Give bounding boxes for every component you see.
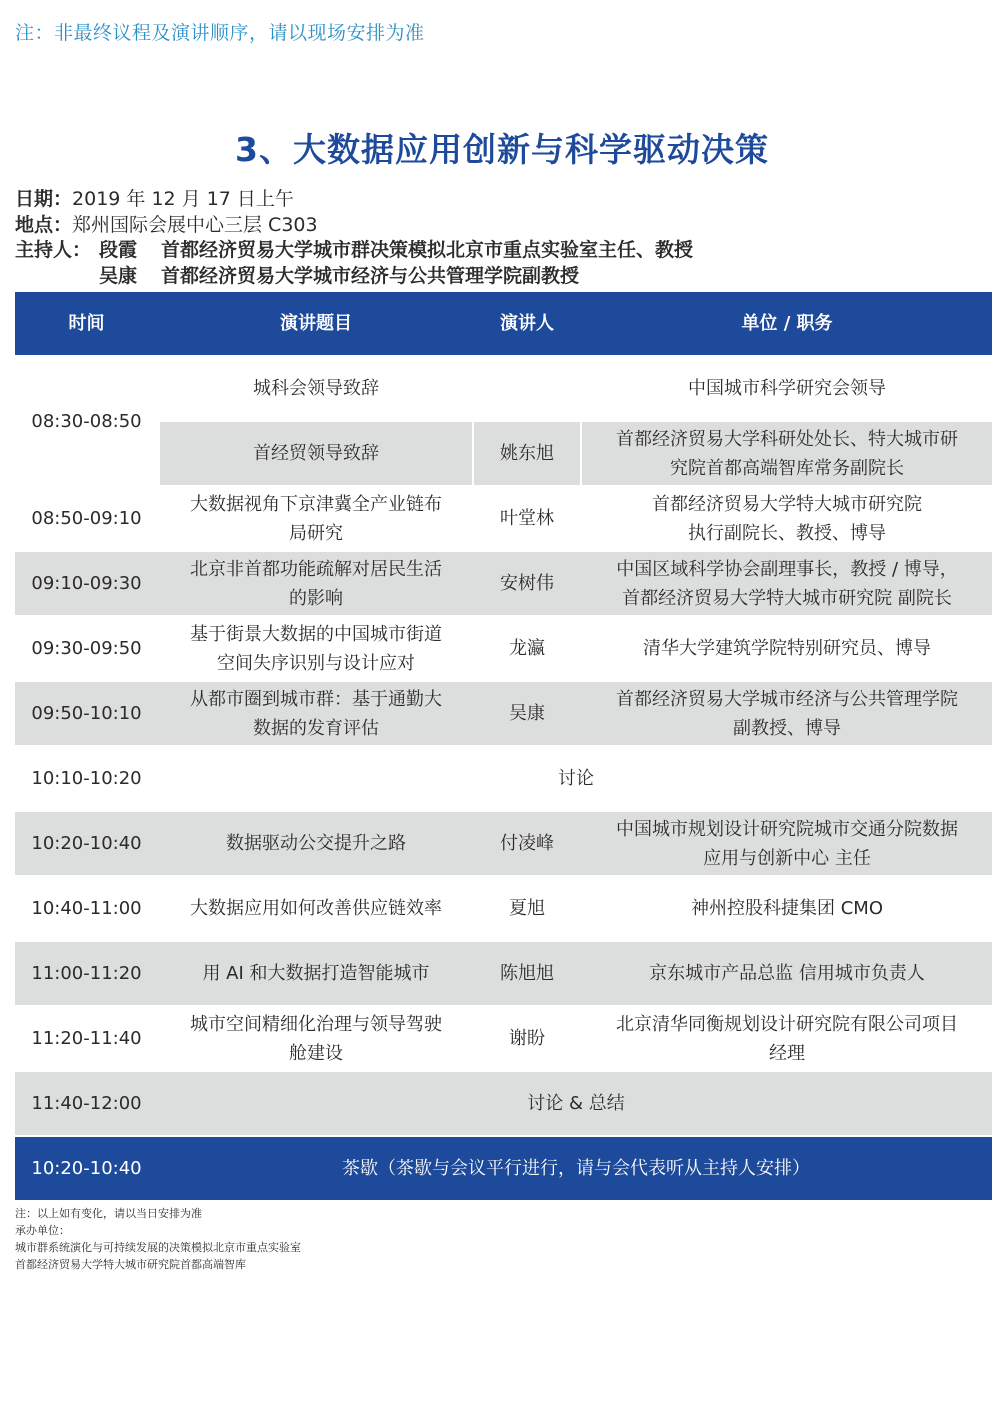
- discussion-cell: 讨论: [558, 768, 594, 789]
- table-row: [15, 617, 992, 680]
- table-row: [15, 1007, 992, 1070]
- table-row: [15, 1072, 992, 1135]
- org-cell: [582, 812, 992, 875]
- time-cell: 09:50-10:10: [31, 703, 142, 724]
- topic-cell: 城科会领导致辞: [253, 378, 379, 399]
- topic-cell: 首经贸领导致辞: [160, 422, 472, 485]
- org-cell: 神州控股科捷集团 CMO: [691, 898, 883, 919]
- table-row: [15, 357, 992, 420]
- table-row: [15, 747, 992, 810]
- org-cell: [582, 422, 992, 485]
- host-line-1: [15, 237, 693, 263]
- header-speaker: 演讲人: [500, 313, 554, 334]
- org-line-1: 中国区域科学协会副理事长，教授 / 博导，: [616, 558, 958, 580]
- topic-cell: 用 AI 和大数据打造智能城市: [202, 963, 430, 984]
- speaker-cell: 叶堂林: [500, 508, 554, 529]
- time-cell: 11:20-11:40: [31, 1028, 142, 1049]
- footnote-line-3: 城市群系统演化与可持续发展的决策模拟北京市重点实验室: [15, 1241, 301, 1254]
- speaker-cell: 吴康: [509, 703, 545, 724]
- topic-line-2: 局研究: [289, 522, 343, 544]
- table-header: [15, 292, 992, 355]
- org-cell: [582, 682, 992, 745]
- time-cell: 09:30-09:50: [31, 638, 142, 659]
- org-cell: 清华大学建筑学院特别研究员、博导: [643, 638, 931, 659]
- org-line-2: 副教授、博导: [733, 717, 841, 739]
- topic-cell: [160, 682, 472, 745]
- speaker-cell: 夏旭: [509, 898, 545, 919]
- topic-line-1: 北京非首都功能疏解对居民生活: [190, 558, 442, 580]
- table-row: [15, 487, 992, 550]
- topic-line-1: 城市空间精细化治理与领导驾驶: [190, 1013, 442, 1035]
- topic-line-2: 空间失序识别与设计应对: [217, 652, 415, 674]
- table-row: [15, 812, 992, 875]
- top-note: 注：非最终议程及演讲顺序，请以现场安排为准: [15, 22, 425, 44]
- header-topic: 演讲题目: [280, 313, 352, 334]
- footnote-line-4: 首都经济贸易大学特大城市研究院首都高端智库: [15, 1258, 246, 1271]
- time-cell: 10:40-11:00: [31, 898, 142, 919]
- host-label: 主持人：: [15, 239, 92, 261]
- time-cell: 10:20-10:40: [31, 1158, 142, 1179]
- tea-break-row: [15, 1137, 992, 1200]
- time-cell: 11:40-12:00: [31, 1093, 142, 1114]
- topic-cell: 大数据应用如何改善供应链效率: [190, 898, 442, 919]
- footnote-line-1: 注：以上如有变化，请以当日安排为准: [15, 1207, 202, 1220]
- org-line-2: 执行副院长、教授、博导: [688, 522, 886, 544]
- topic-cell: [160, 487, 472, 550]
- time-cell: 11:00-11:20: [31, 963, 142, 984]
- org-line-2: 首都经济贸易大学特大城市研究院 副院长: [622, 587, 952, 609]
- host-desc-2: 首都经济贸易大学城市经济与公共管理学院副教授: [161, 265, 580, 287]
- time-cell: 08:50-09:10: [31, 508, 142, 529]
- org-line-1: 中国城市规划设计研究院城市交通分院数据: [616, 818, 958, 840]
- discussion-cell: 讨论 & 总结: [527, 1093, 625, 1114]
- org-line-1: 北京清华同衡规划设计研究院有限公司项目: [616, 1013, 958, 1035]
- topic-cell: [160, 617, 472, 680]
- org-cell: [582, 552, 992, 615]
- org-line-2: 经理: [769, 1042, 805, 1064]
- date-value: 2019 年 12 月 17 日上午: [72, 188, 294, 210]
- speaker-cell: 安树伟: [500, 573, 554, 594]
- footnote-line-2: 承办单位：: [15, 1224, 70, 1237]
- topic-cell: 数据驱动公交提升之路: [226, 833, 406, 854]
- time-cell: 10:10-10:20: [31, 768, 142, 789]
- org-line-2: 究院首都高端智库常务副院长: [670, 457, 904, 479]
- table-row: [15, 877, 992, 940]
- place-label: 地点：: [15, 214, 73, 236]
- topic-line-1: 基于街景大数据的中国城市街道: [190, 623, 442, 645]
- org-line-1: 首都经济贸易大学特大城市研究院: [652, 493, 922, 515]
- org-line-1: 首都经济贸易大学城市经济与公共管理学院: [616, 688, 958, 710]
- speaker-cell: 姚东旭: [474, 422, 580, 485]
- host-name-2: 吴康: [99, 265, 138, 287]
- place-line: [15, 212, 318, 238]
- date-line: [15, 186, 294, 212]
- host-line-2: [15, 263, 579, 289]
- time-cell: 10:20-10:40: [31, 833, 142, 854]
- org-line-1: 首都经济贸易大学科研处处长、特大城市研: [616, 428, 958, 450]
- org-cell: 中国城市科学研究会领导: [688, 378, 886, 399]
- org-cell: [582, 1007, 992, 1070]
- topic-line-2: 数据的发育评估: [253, 717, 379, 739]
- session-title: 3、大数据应用创新与科学驱动决策: [235, 130, 769, 169]
- tea-break-cell: 茶歇（茶歇与会议平行进行，请与会代表听从主持人安排）: [342, 1158, 810, 1179]
- topic-cell: [160, 1007, 472, 1070]
- host-desc-1: 首都经济贸易大学城市群决策模拟北京市重点实验室主任、教授: [161, 239, 694, 261]
- footnotes: [15, 1205, 301, 1273]
- speaker-cell: 陈旭旭: [500, 963, 554, 984]
- topic-line-2: 的影响: [289, 587, 343, 609]
- speaker-cell: 龙瀛: [509, 638, 545, 659]
- table-row: [15, 422, 992, 485]
- topic-line-1: 大数据视角下京津冀全产业链布: [190, 493, 442, 515]
- table-row: [15, 682, 992, 745]
- table-row: [15, 942, 992, 1005]
- date-label: 日期：: [15, 188, 73, 210]
- topic-cell: [160, 552, 472, 615]
- time-cell: 09:10-09:30: [31, 573, 142, 594]
- org-line-2: 应用与创新中心 主任: [703, 847, 871, 869]
- org-cell: 京东城市产品总监 信用城市负责人: [649, 963, 925, 984]
- header-org: 单位 / 职务: [741, 313, 833, 334]
- topic-line-1: 从都市圈到城市群：基于通勤大: [190, 688, 442, 710]
- place-value: 郑州国际会展中心三层 C303: [72, 214, 318, 236]
- topic-line-2: 舱建设: [289, 1042, 343, 1064]
- host-name-1: 段霞: [99, 239, 138, 261]
- org-cell: [582, 487, 992, 550]
- speaker-cell: 谢盼: [509, 1028, 545, 1049]
- header-time: 时间: [68, 313, 105, 334]
- schedule-table: [15, 292, 992, 1179]
- table-row: [15, 552, 992, 615]
- time-cell: 08:30-08:50: [31, 410, 142, 432]
- speaker-cell: 付凌峰: [500, 833, 554, 854]
